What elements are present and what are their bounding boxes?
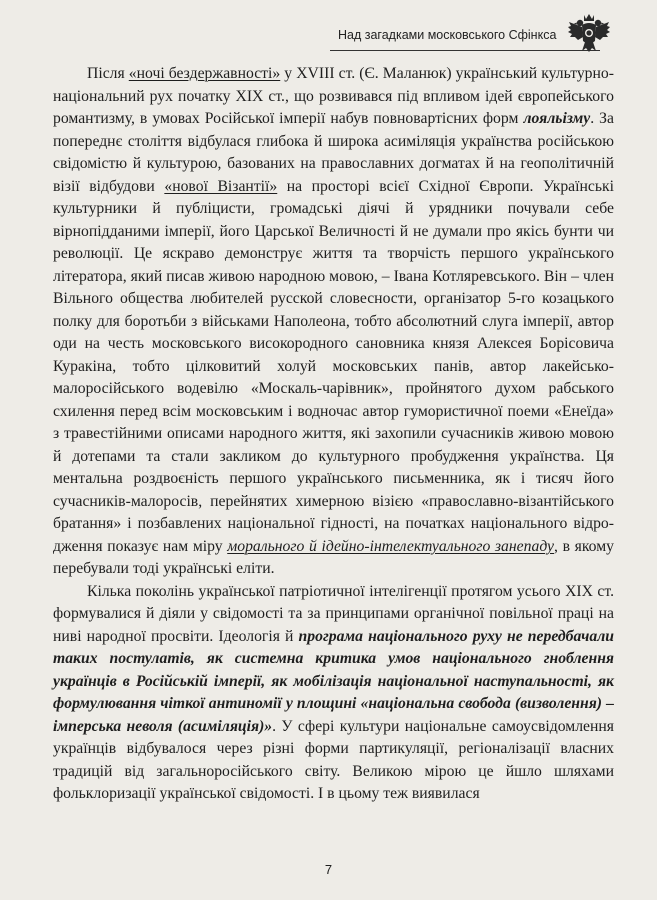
underlined-phrase: «ночі бездержавності» (128, 65, 281, 82)
body-text (53, 63, 614, 806)
page-number: 7 (324, 862, 333, 877)
emphasis-national-program: програма національного руху не передбачали таких постулатів, як системна критика умов національного гноблення українців в Російській імперії, як мобілізація національної наступальності, як формулювання чіткої антиномії у площині «національна свобода (визволення) – імперська неволя (асиміляція)» (53, 627, 614, 735)
running-title: Над загадками московського Сфінкса (338, 28, 557, 42)
paragraph-2: Кілька поколінь української патріотичної інтелігенції протягом усього XIX ст. формувалися й діяли у свідомості та за принципами органічної повільної праці на ниві народної просвіти. Ідеологія й програма національного руху не передбачали таких постулатів, як системна критика умов національного гноблення українців в Російській імперії, як мобілізація національної наступальності, як формулювання чіткої антиномії у площині «національна свобода (визволення) – імперська неволя (асиміляція)». У сфері культури національне самоусвідомлення українців відбувалося через різні форми партикуляції, регіоналізації власних традицій від загальноросійського світу. Великою мірою це йшло шляхами фольклоризації української свідомості. І в цьому теж виявилася (53, 582, 614, 802)
underlined-phrase: «нової Візантії» (164, 177, 278, 195)
running-header (330, 24, 600, 51)
paragraph-1: Після «ночі бездержавності» у XVIII ст. (Є. Маланюк) український культурно-національний рух початку XIX ст., що розвивався під впливом ідей європейського романтизму, в умовах Російської імперії набув повновартісних форм лояльізму. За попереднє століття відбулася глибока й широка асиміляція українства російською свідомістю й культурою, базованих на православних догматах й на геополітичній візії відбудови «нової Візантії» на просторі всієї Східної Європи. Українські культурники й публіцисти, громадські діячі й урядники почували себе вірнопідданими імперії, його Царської Величності й не думали про якісь бунти чи революції. Це яскраво демонструє життя та творчість першого українського літератора, який писав живою народною мовою, – Івана Котляревського. Він – член Вільного общества любителей русской словесности, організатор 5-го козацького полку для боротьби з військами Наполеона, тобто абсолютний слуга імперії, автор оди на честь московського високородного сановника князя Алексея Борісовича Куракіна, тобто цілковитий холуй московських панів, автор лакейсько-малоросійського водевілю «Москаль-чарівник», пройнятого духом рабського схилення перед всім московським і водночас автор гумористичної поеми «Енеїда» з травестійними описами народного життя, які захопили сучасників живою мовою й дотепами та стали закликом до культурного пробудження українства. Ця ментальна роздвоєність першого українського письменника, як і тисяч його сучасників-малоросів, перейнятих химерною візією «православно-візантійського братання» і позбавлених національної гідності, на початках національного відродження показує нам міру морального й ідейно-інтелектуального занепаду, в якому перебували тоді українські еліти. (53, 65, 614, 577)
double-headed-eagle-icon (566, 10, 612, 56)
emphasis-loyalism: лояльізму (523, 110, 591, 127)
emphasis-moral-decline: морального й ідейно-інтелектуального занепаду (227, 537, 555, 555)
